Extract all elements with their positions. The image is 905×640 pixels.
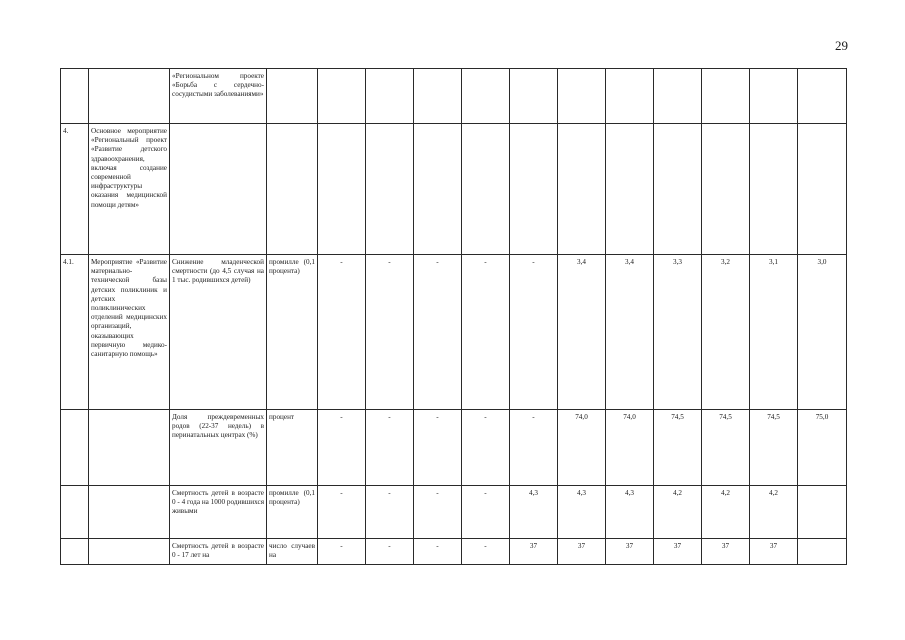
indicator-value-cell: -	[366, 539, 414, 565]
indicator-value-cell: -	[366, 255, 414, 410]
indicator-value-cell	[462, 124, 510, 255]
indicator-value-cell	[750, 69, 798, 124]
indicator-value-cell: -	[366, 486, 414, 539]
indicator-value-cell: 4,3	[606, 486, 654, 539]
table-row	[61, 124, 847, 255]
indicator-value-cell: 4,2	[702, 486, 750, 539]
indicator-value-cell: 4,2	[750, 486, 798, 539]
indicator-value-cell	[558, 124, 606, 255]
indicator-value-cell: 37	[606, 539, 654, 565]
indicator-value-cell	[702, 69, 750, 124]
indicator-value-cell: -	[510, 410, 558, 486]
indicator-value-cell	[510, 124, 558, 255]
indicator-value-cell: -	[462, 486, 510, 539]
indicator-value-cell	[414, 124, 462, 255]
indicator-value-cell: -	[414, 539, 462, 565]
indicator-value-cell: -	[462, 255, 510, 410]
indicator-value-cell: 37	[510, 539, 558, 565]
table-row	[61, 486, 847, 539]
event-name-cell	[89, 486, 170, 539]
row-number-cell	[61, 410, 89, 486]
row-number-cell	[61, 539, 89, 565]
row-number-cell	[61, 486, 89, 539]
indicator-value-cell: 4,3	[558, 486, 606, 539]
indicator-value-cell: 37	[702, 539, 750, 565]
indicator-value-cell: 74,5	[654, 410, 702, 486]
indicator-value-cell	[750, 124, 798, 255]
indicator-value-cell: -	[318, 539, 366, 565]
unit-cell	[267, 124, 318, 255]
row-number-cell: 4.	[61, 124, 89, 255]
indicator-value-cell: -	[318, 486, 366, 539]
indicator-value-cell: -	[462, 539, 510, 565]
indicator-value-cell	[798, 124, 847, 255]
indicator-value-cell	[558, 69, 606, 124]
indicator-name-cell: Смертность детей в возрасте 0 - 17 лет на	[170, 539, 267, 565]
indicator-name-cell: Смертность детей в возрасте 0 - 4 года на 1000 родившихся живыми	[170, 486, 267, 539]
indicator-name-cell	[170, 124, 267, 255]
indicator-value-cell: -	[318, 410, 366, 486]
indicator-value-cell: -	[462, 410, 510, 486]
indicator-value-cell: -	[414, 255, 462, 410]
indicator-name-cell: Доля преждевременных родов (22-37 недель) в перинатальных центрах (%)	[170, 410, 267, 486]
unit-cell: число случаев на	[267, 539, 318, 565]
indicator-value-cell: 3,4	[558, 255, 606, 410]
indicator-value-cell	[798, 539, 847, 565]
row-number-cell	[61, 69, 89, 124]
indicator-value-cell: 37	[654, 539, 702, 565]
indicator-value-cell	[414, 69, 462, 124]
indicator-value-cell	[366, 124, 414, 255]
table-row	[61, 410, 847, 486]
table-row	[61, 255, 847, 410]
indicator-value-cell	[318, 124, 366, 255]
indicator-value-cell: 75,0	[798, 410, 847, 486]
row-number-cell: 4.1.	[61, 255, 89, 410]
indicator-value-cell: -	[318, 255, 366, 410]
indicator-value-cell	[462, 69, 510, 124]
indicator-value-cell	[798, 486, 847, 539]
indicator-value-cell: 4,2	[654, 486, 702, 539]
indicator-value-cell	[510, 69, 558, 124]
indicator-value-cell	[654, 69, 702, 124]
event-name-cell: Основное мероприятие «Региональный проект «Развитие детского здравоохранения, включая создание современной инфраструктуры оказания медицинской помощи детям»	[89, 124, 170, 255]
indicator-name-cell: «Региональном проекте «Борьба с сердечно-сосудистыми заболеваниями»	[170, 69, 267, 124]
event-name-cell: Мероприятие «Развитие материально-технической базы детских поликлиник и детских поликлинических отделений медицинских организаций, оказывающих первичную медико-санитарную помощь»	[89, 255, 170, 410]
indicator-value-cell: 3,4	[606, 255, 654, 410]
indicator-value-cell: 74,0	[606, 410, 654, 486]
indicator-value-cell	[606, 124, 654, 255]
indicator-value-cell: 74,5	[750, 410, 798, 486]
indicator-value-cell: 37	[750, 539, 798, 565]
indicator-value-cell	[798, 69, 847, 124]
unit-cell: промилле (0,1 процента)	[267, 255, 318, 410]
indicator-value-cell	[318, 69, 366, 124]
indicator-value-cell	[606, 69, 654, 124]
indicator-name-cell: Снижение младенческой смертности (до 4,5 случая на 1 тыс. родившихся детей)	[170, 255, 267, 410]
program-indicators-table	[60, 68, 847, 565]
table-row	[61, 539, 847, 565]
page-number: 29	[835, 38, 848, 53]
indicator-value-cell: 4,3	[510, 486, 558, 539]
indicator-value-cell: -	[510, 255, 558, 410]
indicator-value-cell: -	[366, 410, 414, 486]
event-name-cell	[89, 539, 170, 565]
event-name-cell	[89, 69, 170, 124]
indicator-value-cell: 3,1	[750, 255, 798, 410]
table-row	[61, 69, 847, 124]
indicator-value-cell: 3,3	[654, 255, 702, 410]
unit-cell: промилле (0,1 процента)	[267, 486, 318, 539]
unit-cell	[267, 69, 318, 124]
event-name-cell	[89, 410, 170, 486]
indicator-value-cell: 74,0	[558, 410, 606, 486]
indicator-value-cell: 74,5	[702, 410, 750, 486]
indicator-value-cell	[366, 69, 414, 124]
indicator-value-cell: -	[414, 486, 462, 539]
indicator-value-cell	[654, 124, 702, 255]
indicator-value-cell	[702, 124, 750, 255]
indicator-value-cell: 37	[558, 539, 606, 565]
indicator-value-cell: 3,2	[702, 255, 750, 410]
unit-cell: процент	[267, 410, 318, 486]
indicator-value-cell: 3,0	[798, 255, 847, 410]
indicator-value-cell: -	[414, 410, 462, 486]
